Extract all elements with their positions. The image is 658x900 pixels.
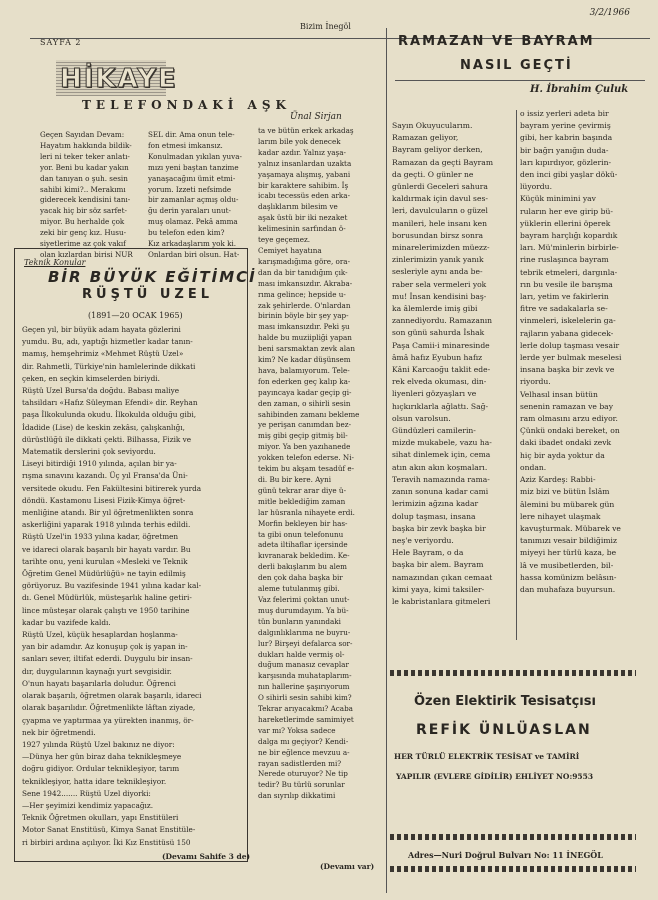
bio-text-line: —Her şeyimizi kendimiz yapacağız. (22, 800, 154, 810)
ramazan-author: H. İbrahim Çuluk (530, 84, 629, 95)
ramazan-text-line: den inci gibi yaşlar dökü- (520, 170, 618, 180)
story-text-line: ta ve bütün erkek arkadaş (258, 126, 354, 135)
ramazan-text-line: liyenleri gözyaşları ve (392, 389, 477, 399)
ramazan-text-line: rın bu vesile ile barışma (520, 279, 613, 289)
story-text-line: zeki bir genç kız. Husu- (40, 228, 127, 238)
ramazan-text-line: âmâ hafız Eyubun hafız (392, 352, 483, 362)
story-text-line: kim? Ne kadar düşünsem (258, 355, 351, 365)
story-text-line: duğum manasız cevaplar (258, 660, 349, 670)
ramazan-text-line: olsun varolsun. (392, 413, 451, 423)
story-text-line: miyor. Ya ben yazıhanede (258, 442, 351, 452)
ramazan-text-line: ondan. (520, 462, 547, 472)
bio-text-line: tahsildarı «Hafız Süleyman Efendi» dir. Reyhan (22, 398, 198, 408)
story-text-line: halde bu muziipliği yapan (258, 333, 352, 343)
bio-text-line: olarak başarılı, öğretmen olarak başarılı, idareci (22, 691, 202, 701)
story-text-line: rıma gelince; hepside u- (258, 289, 346, 299)
story-text-line: ye perişan canımdan bez- (258, 420, 351, 430)
ramazan-text-line: manileri, hele insanı ken (392, 218, 488, 228)
ramazan-text-line: insana başka bir zevk ve (520, 365, 615, 375)
ad-border-top (390, 670, 636, 676)
story-text-line: Vaz felerimi çoktan unut- (258, 594, 350, 604)
story-text-line: larım bile yok denecek (258, 136, 341, 146)
story-text-line: yaşamaya alışmış, yabani (258, 169, 351, 179)
story-text-line: kadar azdır. Yalnız yaşa- (258, 147, 346, 157)
ramazan-text-line: leri, davulcuların o güzel (392, 206, 488, 216)
bio-text-line: tarihte onu, yeni kurulan «Mesleki ve Teknik (22, 556, 188, 566)
ad-border-bottom (390, 834, 636, 840)
story-text-line: yokken telefon ederse. Ni- (258, 453, 354, 463)
story-text-line: hava, balamıyorum. Tele- (258, 365, 350, 375)
bio-text-line: Matematik derslerini çok seviyordu. (22, 447, 156, 457)
bio-text-line: mamış, hemşehrimiz «Mehmet Rüştü Uzel» (22, 349, 184, 359)
story-text-line: birinin böyle bir şey yap- (258, 311, 349, 321)
bio-text-line: döndü. Kastamonu Lisesi Fizik-Kimya öğret- (22, 495, 186, 505)
story-text-line: Hayatım hakkında bildik- (40, 140, 132, 150)
story-text-line: olan kızlardan birisi NUR (40, 249, 133, 259)
ramazan-text-line: vinmeleri, iskelelerin ga- (520, 316, 616, 326)
story-text-line: dan sıyrılıp dikkatimi (258, 791, 336, 801)
bio-text-line: Rüştü Uzel, küçük hesaplardan hoşlanma- (22, 630, 178, 640)
bio-subject-name: RÜŞTÜ UZEL (82, 287, 214, 302)
ad-address: Adres—Nuri Doğrul Bulvarı No: 11 İNEGÖL (408, 850, 603, 860)
story-text-line: dan tanıyan o şuh. sesin (40, 173, 128, 183)
bio-dates: (1891—20 OCAK 1965) (88, 311, 183, 320)
bio-text-line: versitede okudu. Fen Fakültesini bitirerek yurda (22, 483, 202, 493)
ramazan-text-line: raber sela vermeleri yok (392, 279, 487, 289)
ramazan-text-line: gibi, her kabrin başında (520, 133, 613, 143)
bio-text-line: Geçen yıl, bir büyük adam hayata gözlerini (22, 325, 181, 334)
story-text-line: payıncaya kadar geçip gi- (258, 387, 352, 397)
story-text-line: dalgınlıklarıma ne buyru- (258, 627, 351, 637)
ramazan-text-line: sihat dinlemek için, cema (392, 450, 491, 460)
bio-text-line: dürüstlüğü ile dikkati çekti. Bilhassa, Fizik ve (22, 434, 192, 444)
story-text-line: miş gibi geçip gitmiş bil- (258, 431, 348, 441)
story-text-line: tün bunların yanındaki (258, 616, 341, 626)
story-text-line: siyetlerime az çok vakıf (40, 239, 126, 249)
story-text-line: dalga mı geçiyor? Kendi- (258, 736, 349, 746)
ramazan-text-line: tanımızı vesair bildiğimiz (520, 536, 617, 546)
story-text-line: hareketlerimde samimiyet (258, 714, 354, 724)
ramazan-text-line: tebrik etmeleri, dargınla- (520, 267, 618, 277)
story-text-line: Tekrar arıyacakmı? Acaba (258, 704, 353, 714)
story-text-line: bu telefon eden kim? (148, 228, 225, 238)
story-text-line: var mı? Yoksa sadece (258, 725, 336, 735)
story-text-line: rayan sadistlerden mi? (258, 758, 342, 768)
ramazan-text-line: bayram harçlığı kopardık (520, 231, 618, 241)
ramazan-text-line: namazından çıkan cemaat (392, 572, 493, 582)
story-text-line: lar hüsranla nihayete erdi. (258, 507, 355, 517)
ramazan-text-line: ruların her eve girip bü- (520, 206, 613, 216)
bio-text-line: ri birbiri ardına açılıyor. İki Kız Enstitüsü 150 (22, 837, 191, 847)
story-text-line: dukları halde vermiş ol- (258, 649, 345, 659)
story-text-line: den zaman, o sihirli sesin (258, 398, 351, 408)
story-text-line: adeta iltihaflar içersinde (258, 540, 348, 550)
bio-text-line: yan bir adamdır. Az konuşup çok iş yapan in- (22, 642, 188, 652)
story-text-line: bir karaktere sahibim. İş (258, 180, 349, 190)
story-text-line: Kız arkadaşlarım yok ki. (148, 239, 237, 249)
story-text-line: yanaşacağını ümit etmi- (148, 173, 236, 183)
ramazan-text-line: zannediyordu. Ramazanın (392, 316, 493, 326)
ramazan-text-line: Gündüzleri camilerin- (392, 426, 476, 436)
newspaper-name: Bizim İnegöl (300, 22, 351, 31)
story-text-line: mitle beklediğim zaman (258, 496, 346, 506)
ramazan-text-line: Paşa Camii-i minaresinde (392, 340, 490, 350)
story-text-line: miyor. Bu herhalde çok (40, 217, 125, 227)
ramazan-text-line: son günü sahurda İshak (392, 328, 485, 338)
bio-text-line: 1927 yılında Rüştü Uzel bakınız ne diyor: (22, 739, 175, 749)
story-text-line: yor. Beni bu kadar yakın (40, 162, 129, 172)
ramazan-text-line: mizde mukabele, vazu ha- (392, 438, 492, 448)
bio-text-line: Motor Sanat Enstitüsü, Kimya Sanat Enstitüle- (22, 825, 196, 835)
story-text-line: yacak hiç bir söz sarfet- (40, 206, 127, 216)
bio-text-line: Rüştü Uzel'in 1933 yılına kadar, öğretmen (22, 532, 179, 542)
story-text-line: Cemiyet hayatına (258, 245, 322, 255)
ramazan-text-line: daki ibadet ondaki zevk (520, 438, 612, 448)
ramazan-text-line: lerle dolup taşması vesair (520, 340, 620, 350)
story-column-3 (258, 126, 378, 861)
ramazan-text-line: lere nihayet ulaşmak (520, 511, 601, 521)
bio-text-line: yumdu. Bu, adı, yaptığı hizmetler kadar tanın- (22, 337, 193, 347)
ramazan-text-line: kimi yaya, kimi taksiler- (392, 584, 485, 594)
ramazan-headline-line1: RAMAZAN VE BAYRAM (398, 34, 595, 49)
bio-text-line: doğru gidiyor. Ordular teknikleşiyor, tarım (22, 764, 180, 774)
story-column-2 (148, 130, 250, 259)
story-text-line: mızı yeni baştan tanzime (148, 162, 239, 172)
bio-text-line: İdadide (Lise) de keskin zekâsı, çalışkanlığı, (22, 422, 186, 432)
bio-text-line: ve idareci olarak başarılı bir hayatı vardır. Bu (22, 544, 191, 554)
ad-border-footer (390, 866, 636, 872)
story-text-line: fon etmesi imkansız. (148, 140, 223, 150)
ramazan-column-1 (392, 120, 514, 640)
ramazan-text-line: neş'e veriyordu. (392, 535, 454, 545)
bio-text-line: dı. Genel Müdürlük, müsteşarlık haline getiri- (22, 593, 192, 603)
bio-text-line: menliğine atandı. Bir yıl öğretmenlikten sonra (22, 508, 194, 518)
ad-services: HER TÜRLÜ ELEKTRİK TESİSAT ve TAMİRİ (394, 752, 580, 761)
ramazan-text-line: atın akın akın koşmaları. (392, 462, 488, 472)
ramazan-text-line: ram olmasını arzu ediyor. (520, 414, 618, 424)
ramazan-rule (395, 80, 645, 81)
column-divider (516, 110, 517, 640)
bio-text-line: lince müsteşar olarak çalıştı ve 1950 tarihine (22, 605, 190, 615)
story-text-line: leri ni teker teker anlatı- (40, 151, 130, 161)
story-text-line: derli bakışlarım bu alem (258, 562, 347, 572)
bio-text-line: Öğretim Genel Müdürlüğü» ne tayin edilmiş (22, 569, 186, 579)
ramazan-text-line: Kâni Karcaoğu taklit ede- (392, 365, 491, 375)
story-text-line: Morfin bekleyen bir has- (258, 518, 348, 528)
story-text-line: yalnız insanlardan uzakta (258, 158, 352, 168)
story-text-line: giderecek kendisini tanı- (40, 195, 131, 205)
section-banner: HİKAYE (60, 64, 178, 94)
ramazan-text-line: Çünkü ondaki bereket, on (520, 426, 620, 436)
ramazan-text-line: zanın sonuna kadar cami (392, 487, 489, 497)
masthead (30, 8, 650, 31)
bio-text-line: çeken, en seçkin kimselerden biriydi. (22, 373, 160, 383)
story-author: Ünal Sirjan (290, 112, 342, 122)
ramazan-text-line: kavuşturmak. Mübarek ve (520, 523, 621, 533)
ramazan-text-line: hıçkırıklarla ağlattı. Sağ- (392, 401, 489, 411)
story-text-line: Konulmadan yıkılan yuva- (148, 151, 242, 161)
story-text-line: ması imkansızdır. Akraba- (258, 278, 353, 288)
column-divider (386, 28, 387, 893)
ramazan-text-line: Teravih namazında rama- (392, 474, 490, 484)
ramazan-text-line: kaldırmak için davul ses- (392, 194, 488, 204)
ad-business-name: Özen Elektirik Tesisatçısı (414, 694, 596, 709)
ramazan-text-line: hassa komünizm belâsın- (520, 572, 617, 582)
story-text-line: sahibi kimi?.. Merakımı (40, 184, 126, 194)
bio-text-line: nek bir öğretmendi. (22, 727, 96, 737)
story-text-line: muş olamaz. Pekâ amma (148, 217, 238, 227)
bio-text-line: Teknik Öğretmen okulları, yapı Enstitüleri (22, 813, 179, 823)
issue-date: 3/2/1966 (589, 8, 630, 18)
ramazan-text-line: senenin ramazan ve bay (520, 401, 613, 411)
bio-text-line: dir. Rahmetli, Türkiye'nin hamlelerinde dikkati (22, 361, 196, 371)
bio-text-line: rışma sınavını kazandı. Üç yıl Fransa'da Üni- (22, 471, 188, 481)
ramazan-text-line: ları. Mü'minlerin birbirle- (520, 243, 619, 253)
ramazan-text-line: da geçti. O günler ne (392, 169, 474, 179)
bio-text-line: askerliğini yaparak 1918 yılında terhis edildi. (22, 520, 191, 530)
bio-text-line: görüyoruz. Bu vazifesinde 1941 yılına kadar kal- (22, 581, 202, 591)
story-text-line: SEL dir. Ama onun tele- (148, 130, 235, 139)
story-text-line: yorum. Izzeti nefsimde (148, 184, 232, 194)
bio-body (22, 324, 240, 852)
ramazan-text-line: Ramazan da geçti Bayram (392, 157, 494, 167)
story-text-line: teye geçemez. (258, 235, 311, 245)
ramazan-text-line: ları kıpırdıyor, gözlerin- (520, 157, 612, 167)
story-text-line: ğu derin yaraları unut- (148, 206, 231, 216)
story-text-line: aşak üstü bir iki nezaket (258, 213, 348, 223)
ramazan-text-line: rine ruslaşınca bayram (520, 255, 609, 265)
ramazan-text-line: Sayın Okuyucularım. (392, 121, 473, 130)
story-text-line: karşısında muhataplarım- (258, 671, 352, 681)
page-number: SAYFA 2 (40, 38, 82, 47)
ad-owner-name: REFİK ÜNLÜASLAN (416, 722, 592, 738)
bio-text-line: Sene 1942....... Rüştü Uzel diyorki: (22, 788, 151, 798)
ramazan-text-line: bayram yerine çevirmiş (520, 121, 611, 131)
ramazan-text-line: âlemini bu mübarek gün (520, 499, 615, 509)
ramazan-column-2 (520, 108, 640, 638)
ramazan-text-line: hiç bir ayda yoktur da (520, 450, 605, 460)
ramazan-text-line: ları, yetim ve fakirlerin (520, 292, 609, 302)
story-continued-note: (Devamı var) (320, 862, 375, 871)
ramazan-text-line: lâ ve musibetlerden, bil- (520, 560, 614, 570)
ramazan-text-line: miz bizi ve bütün İslâm (520, 487, 610, 497)
electrician-ad (390, 666, 636, 876)
story-text-line: ması imkansızdır. Peki şu (258, 322, 350, 332)
ramazan-text-line: başka bir alem. Bayram (392, 560, 484, 570)
ramazan-text-line: riyordu. (520, 377, 551, 387)
story-text-line: kelimesinin sarfından ö- (258, 224, 346, 234)
story-column-1 (40, 130, 140, 259)
story-text-line: daşlıklarım bilesim ve (258, 202, 338, 212)
ramazan-text-line: rajların yabana gidecek- (520, 328, 614, 338)
story-text-line: icabı tecessüs eden arka- (258, 191, 351, 201)
story-text-line: nın hallerine şaşırıyorum (258, 682, 350, 692)
ramazan-text-line: mu! İnsan kendisini baş- (392, 291, 487, 301)
ramazan-text-line: Bayram geliyor derken, (392, 145, 483, 155)
bio-text-line: teknikleşiyor, hatta idare teknikleşiyor. (22, 776, 167, 786)
story-text-line: Nerede oturuyor? Ne tip (258, 769, 348, 779)
ramazan-text-line: rek elveda okuması, din- (392, 377, 487, 387)
story-text-line: aleme tutulanmış gibi. (258, 584, 340, 594)
ramazan-text-line: dolup taşması, insana (392, 511, 476, 521)
bio-kicker: Teknik Konular (24, 258, 86, 267)
bio-text-line: —Dünya her gün biraz daha teknikleşmeye (22, 752, 182, 762)
bio-text-line: dır, duygularının kaynağı yurt sevgisidir. (22, 666, 172, 676)
ramazan-text-line: bir bağrı yanığın duda- (520, 145, 609, 155)
ramazan-text-line: Küçük minimini yav (520, 194, 596, 204)
ramazan-text-line: lüyordu. (520, 182, 552, 192)
story-text-line: tekim bu akşam tesadüf e- (258, 464, 355, 474)
bio-text-line: Rüştü Uzel Bursa'da doğdu. Babası maliye (22, 386, 180, 396)
story-text-line: karışmadığıma göre, ora- (258, 256, 351, 266)
story-text-line: dan da bir tanıdığım çık- (258, 267, 348, 277)
ramazan-headline-line2: NASIL GEÇTİ (460, 58, 573, 73)
bio-text-line: çyapma ve yaptırmaa ya yürekten inanmış, ör- (22, 715, 194, 725)
story-text-line: kıvranarak bekledim. Ke- (258, 551, 350, 561)
ramazan-text-line: dan muhafaza buyursun. (520, 584, 616, 594)
ramazan-text-line: miyeyi her türlü kaza, be (520, 548, 617, 558)
ramazan-text-line: ka âlemlerde imiş gibi (392, 304, 478, 314)
story-text-line: Onlardan biri olsun. Hat- (148, 249, 240, 259)
ramazan-text-line: le kabristanlara gitmeleri (392, 596, 491, 606)
ramazan-text-line: yüklerin ellerini öperek (520, 218, 611, 228)
ramazan-text-line: o issiz yerleri adeta bir (520, 109, 609, 118)
story-text-line: beni sarsmaktan zevk alan (258, 344, 355, 354)
bio-text-line: sanları sever, iltifat ederdi. Duygulu bir insan- (22, 654, 193, 664)
ramazan-text-line: Aziz Kardeş: Rabbi- (520, 475, 596, 485)
ramazan-text-line: Velhasıl insan bütün (520, 389, 598, 399)
bio-text-line: Liseyi bitirdiği 1910 yılında, açılan bir ya- (22, 459, 177, 469)
story-text-line: zak şehirlerde. O'nlardan (258, 300, 351, 310)
ramazan-text-line: lerde yer bulmak meselesi (520, 353, 622, 363)
ramazan-text-line: borusundan birsz sonra (392, 230, 484, 240)
story-text-line: bir zamanlar açmış oldu- (148, 195, 239, 205)
ramazan-text-line: Ramazan geliyor, (392, 133, 459, 143)
bio-text-line: kadar bu vazifede kaldı. (22, 617, 111, 627)
story-text-line: di. Bu bir kere. Ayni (258, 475, 332, 484)
bio-text-line: O'nun hayatı başarılarla doludur. Öğrenci (22, 678, 177, 688)
bio-text-line: paşa İlkokulunda okudu. İlkokulda olduğu gibi, (22, 410, 197, 420)
story-text-line: den çok daha başka bir (258, 573, 343, 583)
story-text-line: günü tekrar arar diye ü- (258, 485, 346, 495)
ramazan-text-line: Hele Bayram, o da (392, 548, 464, 558)
bio-headline: BİR BÜYÜK EĞİTİMCİ (48, 268, 257, 286)
ramazan-text-line: zinlerimizin yanık yanık (392, 255, 484, 265)
story-text-line: ta gibi onun telefonunu (258, 529, 344, 539)
ramazan-text-line: sesleriyle aynı anda be- (392, 267, 483, 277)
story-text-line: O sihirli sesin sahibi kim? (258, 693, 352, 703)
story-text-line: tedir? Bu türlü sorunlar (258, 780, 345, 790)
story-title: TELEFONDAKİ AŞK (82, 98, 291, 112)
story-text-line: fon ederken geç kalıp ka- (258, 376, 351, 386)
story-text-line: sahibinden zamanı bekleme (258, 409, 360, 419)
ramazan-text-line: minarelerimizden müezz- (392, 243, 490, 253)
ramazan-text-line: lerimizin ağzına kadar (392, 499, 479, 509)
ad-license: YAPILIR (EVLERE GİDİLİR) EHLİYET NO:9553 (396, 772, 594, 781)
story-text-line: muş durumdayım. Ya bü- (258, 605, 349, 615)
ramazan-text-line: günlerdi Geceleri sahura (392, 182, 488, 192)
bio-text-line: olarak başarılıdır. Öğretmenlikte lâftan ziyade, (22, 703, 196, 713)
ramazan-text-line: fitre ve sadakalarla se- (520, 304, 608, 314)
ramazan-text-line: başka bir zevk başka bir (392, 523, 486, 533)
story-text-line: ne bir eğlence mevzuu a- (258, 747, 350, 757)
story-text-line: Geçen Sayıdan Devam: (40, 130, 125, 139)
story-text-line: lur? Birşeyi defalarca sor- (258, 638, 353, 648)
bio-continued-note: (Devamı Sahife 3 de) (162, 852, 251, 861)
